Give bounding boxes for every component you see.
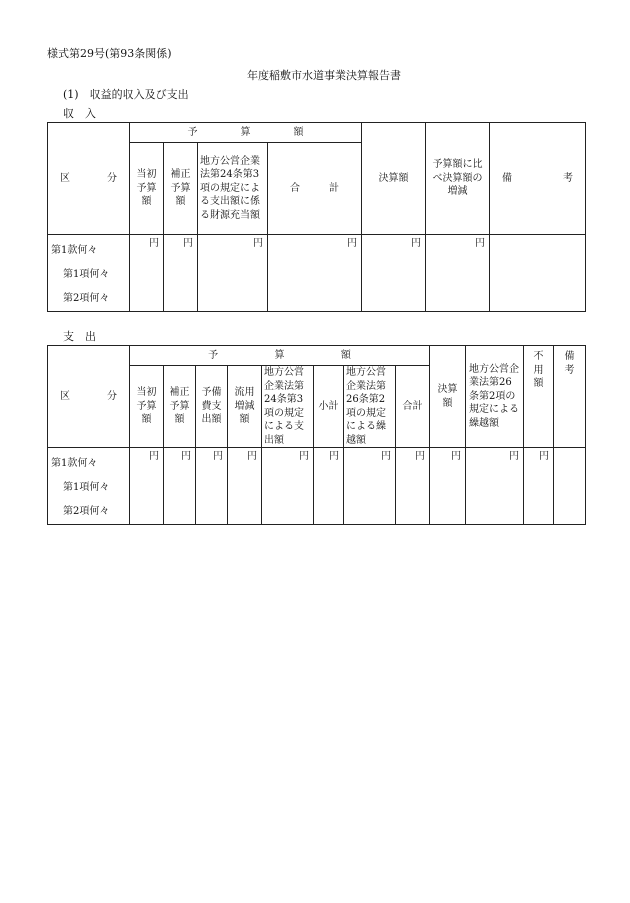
expense-kurikoshi262-header: 地方公営企業法第26条第2項の規定による繰越額 bbox=[344, 366, 396, 448]
income-caption: 収 入 bbox=[63, 107, 96, 120]
income-unit-cell: 円 bbox=[164, 235, 198, 312]
expense-unit-cell: 円 bbox=[396, 448, 430, 525]
income-kessan-header: 決算額 bbox=[362, 123, 426, 235]
expense-kubun-header: 区 分 bbox=[48, 346, 130, 448]
document-title: 年度稲敷市水道事業決算報告書 bbox=[247, 69, 401, 82]
expense-bikou-header: 備 考 bbox=[554, 346, 586, 448]
income-bikou-cell bbox=[490, 235, 586, 312]
expense-unit-cell: 円 bbox=[228, 448, 262, 525]
expense-yosangaku-header: 予 算 額 bbox=[130, 346, 430, 366]
income-unit-cell: 円 bbox=[362, 235, 426, 312]
expense-yobihi-header: 予備費支出額 bbox=[196, 366, 228, 448]
expense-yokunen-header: 地方公営企業法第26条第2項の規定による繰越額 bbox=[466, 346, 524, 448]
expense-row-kan: 第1款何々 bbox=[51, 458, 98, 469]
form-number: 様式第29号(第93条関係) bbox=[47, 47, 172, 60]
expense-unit-cell: 円 bbox=[130, 448, 164, 525]
expense-row-labels bbox=[48, 448, 130, 525]
expense-kessan-header: 決算額 bbox=[430, 346, 466, 448]
section-heading: (1) 収益的収入及び支出 bbox=[63, 88, 189, 101]
expense-unit-cell: 円 bbox=[196, 448, 228, 525]
expense-fuyou-header: 不 用 額 bbox=[524, 346, 554, 448]
expense-unit-cell: 円 bbox=[466, 448, 524, 525]
income-row-kou1: 第1項何々 bbox=[63, 269, 110, 280]
expense-row-kou2: 第2項何々 bbox=[63, 506, 110, 517]
income-hikaku-header: 予算額に比べ決算額の増減 bbox=[426, 123, 490, 235]
income-toushoyosan-header: 当初予算額 bbox=[130, 143, 164, 235]
income-zaigen-header: 地方公営企業法第24条第3項の規定による支出額に係る財源充当額 bbox=[198, 143, 268, 235]
income-goukei-header: 合 計 bbox=[268, 143, 362, 235]
expense-unit-cell: 円 bbox=[524, 448, 554, 525]
income-bikou-header: 備 考 bbox=[490, 123, 586, 235]
income-row-labels bbox=[48, 235, 130, 312]
income-unit-cell: 円 bbox=[130, 235, 164, 312]
expense-hoseiyosan-header: 補正予算額 bbox=[164, 366, 196, 448]
income-hoseiyosan-header: 補正予算額 bbox=[164, 143, 198, 235]
expense-unit-cell: 円 bbox=[164, 448, 196, 525]
expense-shoukei-header: 小計 bbox=[314, 366, 344, 448]
expense-unit-cell: 円 bbox=[430, 448, 466, 525]
expense-unit-cell: 円 bbox=[314, 448, 344, 525]
income-table bbox=[47, 122, 586, 312]
expense-row-kou1: 第1項何々 bbox=[63, 482, 110, 493]
expense-toushoyosan-header: 当初予算額 bbox=[130, 366, 164, 448]
income-row-kan: 第1款何々 bbox=[51, 245, 98, 256]
income-unit-cell: 円 bbox=[268, 235, 362, 312]
income-unit-cell: 円 bbox=[198, 235, 268, 312]
expense-caption: 支 出 bbox=[63, 330, 96, 343]
expense-shishutsu243-header: 地方公営企業法第24条第3項の規定による支出額 bbox=[262, 366, 314, 448]
expense-bikou-cell bbox=[554, 448, 586, 525]
income-unit-cell: 円 bbox=[426, 235, 490, 312]
expense-table bbox=[47, 345, 586, 525]
expense-unit-cell: 円 bbox=[344, 448, 396, 525]
income-kubun-header: 区 分 bbox=[48, 123, 130, 235]
income-yosangaku-header: 予 算 額 bbox=[130, 123, 362, 143]
expense-ryuuyou-header: 流用増減額 bbox=[228, 366, 262, 448]
income-row-kou2: 第2項何々 bbox=[63, 293, 110, 304]
expense-unit-cell: 円 bbox=[262, 448, 314, 525]
expense-goukei-header: 合計 bbox=[396, 366, 430, 448]
